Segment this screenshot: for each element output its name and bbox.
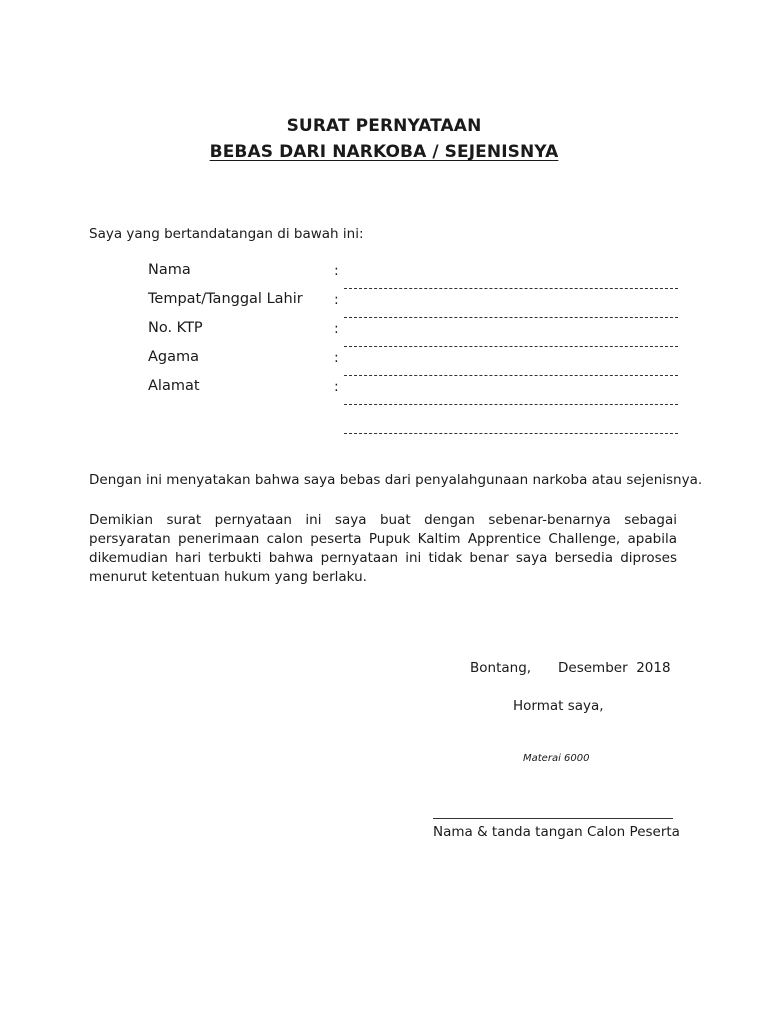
signature-caption: Nama & tanda tangan Calon Peserta	[433, 824, 680, 840]
fill-line-nama[interactable]	[344, 288, 678, 289]
place-text: Bontang,	[470, 660, 532, 676]
signature-line[interactable]	[433, 818, 673, 819]
field-colon: :	[334, 350, 339, 366]
stamp-note: Materai 6000	[523, 753, 590, 764]
closing-paragraph: Demikian surat pernyataan ini saya buat dengan sebenar-benarnya sebagai persyaratan penerimaan calon peserta Pupuk Kaltim Apprentice Challenge, apabila dikemudian hari terbukti bahwa pernyataan ini tidak benar saya bersedia diproses menurut ketentuan hukum yang berlaku.	[89, 512, 677, 585]
field-colon: :	[334, 321, 339, 337]
field-label-ttl: Tempat/Tanggal Lahir	[148, 291, 303, 307]
fill-line-ttl[interactable]	[344, 317, 678, 318]
field-colon: :	[334, 379, 339, 395]
intro-text: Saya yang bertandatangan di bawah ini:	[89, 226, 364, 242]
field-colon: :	[334, 263, 339, 279]
fill-line-agama[interactable]	[344, 375, 678, 376]
document-title: SURAT PERNYATAAN	[286, 116, 482, 136]
date-text: Desember 2018	[558, 660, 671, 676]
fill-line-alamat[interactable]	[344, 404, 678, 405]
field-label-alamat: Alamat	[148, 378, 200, 394]
fill-line-ktp[interactable]	[344, 346, 678, 347]
field-label-agama: Agama	[148, 349, 200, 365]
field-label-ktp: No. KTP	[148, 320, 203, 336]
fill-line-alamat-2[interactable]	[344, 433, 678, 434]
field-label-nama: Nama	[148, 262, 191, 278]
field-colon: :	[334, 292, 339, 308]
greeting-text: Hormat saya,	[513, 698, 604, 714]
statement-text: Dengan ini menyatakan bahwa saya bebas dari penyalahgunaan narkoba atau sejenisnya.	[89, 472, 703, 488]
document-subtitle: BEBAS DARI NARKOBA / SEJENISNYA	[209, 142, 559, 162]
